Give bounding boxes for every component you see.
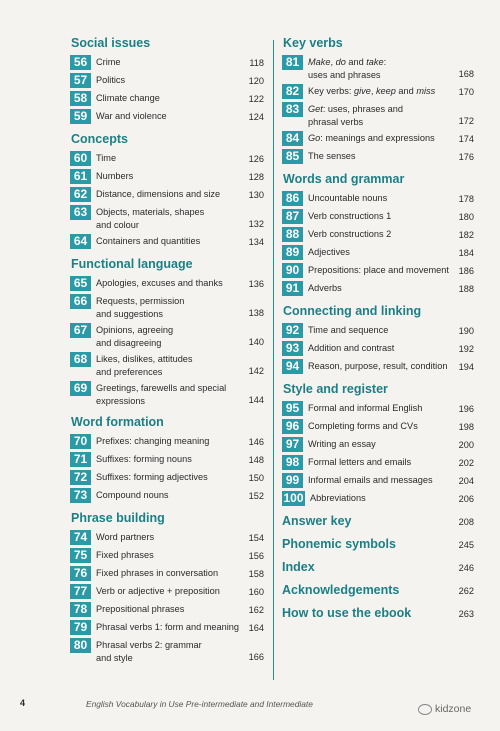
contents-entry[interactable]	[70, 351, 264, 378]
unit-number-badge: 56	[70, 55, 91, 70]
page-number: 168	[458, 68, 474, 79]
unit-number-badge: 88	[282, 227, 303, 242]
unit-number-badge: 91	[282, 281, 303, 296]
contents-entry[interactable]	[70, 90, 264, 106]
contents-right-column	[282, 36, 474, 629]
page-number: 178	[458, 193, 474, 204]
unit-title: Verb constructions 2	[308, 229, 392, 239]
watermark-text: kidzone	[435, 703, 472, 715]
unit-number-badge: 74	[70, 530, 91, 545]
back-matter-entry[interactable]	[282, 560, 474, 574]
unit-number-badge: 93	[282, 341, 303, 356]
unit-title: Fixed phrases in conversation	[96, 568, 219, 578]
section	[70, 132, 264, 249]
unit-title: Get: uses, phrases and phrasal verbs	[308, 104, 403, 127]
page-number: 128	[248, 171, 264, 182]
page-number: 192	[458, 343, 474, 354]
back-matter-label: Index	[282, 560, 315, 574]
contents-entry[interactable]	[282, 190, 474, 206]
unit-number-badge: 98	[282, 455, 303, 470]
unit-title: Distance, dimensions and size	[96, 189, 221, 199]
wechat-icon	[418, 704, 432, 715]
back-matter-label: Acknowledgements	[282, 583, 400, 597]
page-number: 148	[248, 454, 264, 465]
section-title: Word formation	[71, 415, 164, 429]
section-title: Social issues	[71, 36, 151, 50]
unit-title: Greetings, farewells and special expressions	[96, 383, 227, 406]
page-number: 156	[248, 550, 264, 561]
back-matter-entry[interactable]	[282, 583, 474, 597]
unit-number-badge: 86	[282, 191, 303, 206]
contents-entry[interactable]	[70, 380, 264, 407]
contents-entry[interactable]	[70, 322, 264, 349]
unit-title: Adjectives	[308, 247, 350, 257]
unit-title: Make, do and take: uses and phrases	[308, 57, 387, 80]
back-matter-label: Phonemic symbols	[282, 537, 396, 551]
unit-number-badge: 64	[70, 234, 91, 249]
unit-title: Formal letters and emails	[308, 457, 412, 467]
page-number: 144	[248, 394, 264, 405]
unit-number-badge: 94	[282, 359, 303, 374]
unit-number-badge: 68	[70, 352, 91, 367]
unit-title: Requests, permission and suggestions	[96, 296, 185, 319]
contents-entry[interactable]	[282, 418, 474, 434]
contents-entry[interactable]	[282, 101, 474, 128]
section	[70, 36, 264, 124]
unit-number-badge: 85	[282, 149, 303, 164]
contents-entry[interactable]	[282, 54, 474, 81]
unit-number-badge: 63	[70, 205, 91, 220]
unit-number-badge: 67	[70, 323, 91, 338]
page-number: 245	[458, 540, 474, 550]
contents-entry[interactable]	[70, 275, 264, 291]
page-number: 166	[248, 651, 264, 662]
contents-entry[interactable]	[282, 358, 474, 374]
contents-entry[interactable]	[282, 454, 474, 470]
page-number: 130	[248, 189, 264, 200]
page-number: 152	[248, 490, 264, 501]
page-number: 162	[248, 604, 264, 615]
contents-entry[interactable]	[70, 108, 264, 124]
unit-title: Crime	[96, 57, 121, 67]
unit-title: Phrasal verbs 2: grammar and style	[96, 640, 202, 663]
contents-entry[interactable]	[282, 340, 474, 356]
watermark	[418, 703, 471, 715]
page-number: 186	[458, 265, 474, 276]
page-number: 170	[458, 86, 474, 97]
page-number: 124	[248, 111, 264, 122]
unit-number-badge: 100	[283, 491, 304, 505]
contents-entry[interactable]	[282, 208, 474, 224]
page-number: 122	[248, 93, 264, 104]
unit-title: Compound nouns	[96, 490, 169, 500]
page-number: 126	[248, 153, 264, 164]
contents-entry[interactable]	[282, 130, 474, 146]
page-number: 118	[249, 57, 264, 68]
page-number: 132	[248, 218, 264, 229]
page-number: 208	[458, 517, 474, 527]
page-number: 206	[458, 493, 474, 504]
unit-title: Apologies, excuses and thanks	[96, 278, 223, 288]
contents-entry[interactable]	[70, 451, 264, 467]
contents-entry[interactable]	[70, 433, 264, 449]
page-number: 180	[458, 211, 474, 222]
section-title: Phrase building	[71, 511, 165, 525]
unit-title: Verb constructions 1	[308, 211, 392, 221]
contents-entry[interactable]	[70, 469, 264, 485]
unit-title: Key verbs: give, keep and miss	[308, 86, 436, 96]
page-number: 154	[248, 532, 264, 543]
section	[282, 304, 474, 374]
page-number: 172	[458, 115, 474, 126]
unit-number-badge: 59	[70, 109, 91, 124]
unit-number-badge: 71	[70, 452, 91, 467]
page-number: 188	[458, 283, 474, 294]
page-number: 160	[248, 586, 264, 597]
contents-entry[interactable]	[70, 168, 264, 184]
unit-title: Numbers	[96, 171, 134, 181]
page-number: 182	[458, 229, 474, 240]
page-number: 194	[458, 361, 474, 372]
page-number: 146	[248, 436, 264, 447]
unit-number-badge: 76	[70, 566, 91, 581]
contents-entry[interactable]	[282, 244, 474, 260]
page-number: 176	[458, 151, 474, 162]
section	[282, 36, 474, 164]
section	[282, 382, 474, 506]
contents-entry[interactable]	[70, 293, 264, 320]
unit-title: Politics	[96, 75, 126, 85]
unit-number-badge: 60	[70, 151, 91, 166]
unit-number-badge: 84	[282, 131, 303, 146]
unit-number-badge: 66	[70, 294, 91, 309]
unit-number-badge: 92	[282, 323, 303, 338]
contents-entry[interactable]	[282, 472, 474, 488]
unit-number-badge: 61	[70, 169, 91, 184]
contents-entry[interactable]	[282, 400, 474, 416]
unit-number-badge: 70	[70, 434, 91, 449]
page-number: 134	[248, 236, 264, 247]
unit-title: Completing forms and CVs	[308, 421, 418, 431]
unit-title: Containers and quantities	[96, 236, 201, 246]
page-number: 262	[458, 586, 474, 596]
unit-number-badge: 75	[70, 548, 91, 563]
contents-entry[interactable]	[70, 487, 264, 503]
contents-entry[interactable]	[282, 436, 474, 452]
unit-number-badge: 65	[70, 276, 91, 291]
unit-number-badge: 57	[70, 73, 91, 88]
unit-number-badge: 97	[282, 437, 303, 452]
unit-number-badge: 87	[282, 209, 303, 224]
unit-number-badge: 62	[70, 187, 91, 202]
section-title: Functional language	[71, 257, 193, 271]
unit-title: Suffixes: forming adjectives	[96, 472, 208, 482]
contents-entry[interactable]	[282, 226, 474, 242]
unit-title: Prepositional phrases	[96, 604, 185, 614]
section	[70, 415, 264, 503]
unit-title: War and violence	[96, 111, 167, 121]
unit-number-badge: 72	[70, 470, 91, 485]
contents-entry[interactable]	[70, 637, 264, 664]
page-number: 164	[248, 622, 264, 633]
unit-title: Likes, dislikes, attitudes and preferences	[96, 354, 193, 377]
contents-entry[interactable]	[70, 583, 264, 599]
unit-number-badge: 77	[70, 584, 91, 599]
unit-title: Reason, purpose, result, condition	[308, 361, 448, 371]
contents-entry[interactable]	[70, 54, 264, 70]
unit-number-badge: 89	[282, 245, 303, 260]
section	[70, 511, 264, 664]
contents-entry[interactable]	[282, 148, 474, 164]
back-matter-label: How to use the ebook	[282, 606, 412, 620]
back-matter-entry[interactable]	[282, 514, 474, 528]
footer-book-title: English Vocabulary in Use Pre-intermediate and Intermediate	[86, 699, 313, 709]
unit-number-badge: 99	[282, 473, 303, 488]
unit-title: Time	[96, 153, 117, 163]
unit-number-badge: 78	[70, 602, 91, 617]
contents-entry[interactable]	[70, 619, 264, 635]
unit-title: Adverbs	[308, 283, 342, 293]
contents-entry[interactable]	[70, 565, 264, 581]
unit-title: Prefixes: changing meaning	[96, 436, 210, 446]
unit-number-badge: 96	[282, 419, 303, 434]
unit-title: Addition and contrast	[308, 343, 395, 353]
unit-title: Verb or adjective + preposition	[96, 586, 220, 596]
unit-number-badge: 58	[70, 91, 91, 106]
page-number: 204	[458, 475, 474, 486]
unit-title: Uncountable nouns	[308, 193, 388, 203]
unit-number-badge: 90	[282, 263, 303, 278]
unit-title: Opinions, agreeing and disagreeing	[96, 325, 174, 348]
contents-entry[interactable]	[70, 204, 264, 231]
section-title: Key verbs	[283, 36, 343, 50]
unit-number-badge: 79	[70, 620, 91, 635]
contents-entry[interactable]	[70, 150, 264, 166]
page-number: 202	[458, 457, 474, 468]
unit-title: Go: meanings and expressions	[308, 133, 435, 143]
contents-entry[interactable]	[282, 83, 474, 99]
page-number: 140	[248, 336, 264, 347]
unit-title: Writing an essay	[308, 439, 376, 449]
page-number: 158	[248, 568, 264, 579]
contents-entry[interactable]	[70, 72, 264, 88]
back-matter-label: Answer key	[282, 514, 352, 528]
contents-entry[interactable]	[70, 529, 264, 545]
unit-title: Climate change	[96, 93, 160, 103]
section	[282, 172, 474, 296]
unit-title: Phrasal verbs 1: form and meaning	[96, 622, 239, 632]
page-number: 120	[248, 75, 264, 86]
unit-title: Suffixes: forming nouns	[96, 454, 192, 464]
page-number: 198	[458, 421, 474, 432]
contents-entry[interactable]	[70, 547, 264, 563]
unit-number-badge: 82	[282, 84, 303, 99]
unit-title: Word partners	[96, 532, 155, 542]
unit-title: Prepositions: place and movement	[308, 265, 449, 275]
back-matter-entry[interactable]	[282, 606, 474, 620]
section-title: Connecting and linking	[283, 304, 422, 318]
unit-number-badge: 95	[282, 401, 303, 416]
section	[70, 257, 264, 407]
unit-title: The senses	[308, 151, 356, 161]
contents-entry[interactable]	[70, 601, 264, 617]
page-number: 184	[458, 247, 474, 258]
unit-number-badge: 73	[70, 488, 91, 503]
page-number: 263	[458, 609, 474, 619]
back-matter-entry[interactable]	[282, 537, 474, 551]
page-number: 142	[248, 365, 264, 376]
unit-title: Time and sequence	[308, 325, 389, 335]
column-divider	[273, 40, 274, 680]
page-number: 138	[248, 307, 264, 318]
section-title: Concepts	[71, 132, 128, 146]
unit-number-badge: 83	[282, 102, 303, 117]
contents-entry[interactable]	[282, 262, 474, 278]
page-number: 150	[248, 472, 264, 483]
unit-title: Formal and informal English	[308, 403, 423, 413]
unit-title: Abbreviations	[310, 493, 366, 503]
section-title: Style and register	[283, 382, 388, 396]
contents-entry[interactable]	[70, 233, 264, 249]
unit-title: Informal emails and messages	[308, 475, 433, 485]
page-number: 136	[248, 278, 264, 289]
section-title: Words and grammar	[283, 172, 405, 186]
page-number: 200	[458, 439, 474, 450]
unit-number-badge: 81	[282, 55, 303, 70]
unit-number-badge: 80	[70, 638, 91, 653]
footer-page-number: 4	[20, 698, 26, 708]
unit-title: Fixed phrases	[96, 550, 154, 560]
contents-entry[interactable]	[70, 186, 264, 202]
page-number: 174	[458, 133, 474, 144]
page-number: 190	[458, 325, 474, 336]
contents-entry[interactable]	[282, 490, 474, 506]
page-number: 196	[458, 403, 474, 414]
contents-entry[interactable]	[282, 322, 474, 338]
contents-left-column	[70, 36, 264, 672]
unit-title: Objects, materials, shapes and colour	[96, 207, 205, 230]
page-number: 246	[458, 563, 474, 573]
contents-entry[interactable]	[282, 280, 474, 296]
unit-number-badge: 69	[70, 381, 91, 396]
